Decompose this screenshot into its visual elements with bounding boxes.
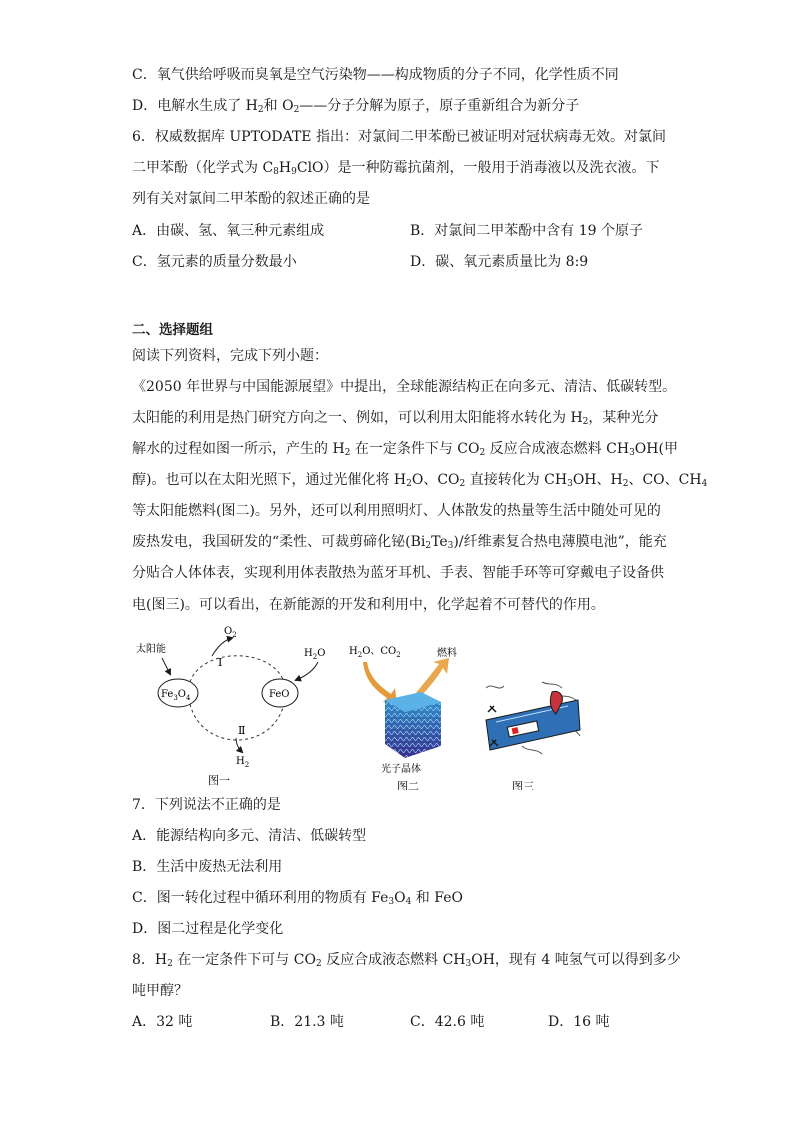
feo-label: FeO [269,689,290,700]
reading-p6 [132,532,667,552]
text-seg: )/纤维素复合热电薄膜电池”，能充 [453,534,667,550]
fe3o4-label: $Fe_3O_4$ [161,689,191,702]
subscript: 3 [567,479,573,489]
text-seg: O、CO [411,472,460,488]
figure-1-caption: 图一 [208,774,230,787]
reading-p4 [132,470,707,490]
text-seg: 在一定条件下可与 CO [172,952,316,968]
reading-p2 [132,408,658,428]
q7-option-a[interactable]: A．能源结构向多元、清洁、低碳转型 [132,828,367,844]
text-seg: Te [431,534,448,550]
text-seg: 解水的过程如图一所示，产生的 H [132,441,345,457]
text-seg: OH、H [572,472,623,488]
lower-dashed-arc [190,704,284,740]
q7-option-b[interactable]: B．生活中废热无法利用 [132,859,283,875]
q8-stem-line-2: 吨甲醇？ [132,983,188,999]
text-seg: 反应合成液态燃料 CH [485,441,630,457]
heat-wave [542,682,562,688]
subscript: 3 [388,897,395,907]
section-heading: 二、选择题组 [132,322,213,338]
h2-label: $H_2$ [236,756,250,769]
subscript: 2 [167,959,173,969]
text-seg: 直接转化为 CH [465,472,568,488]
reading-p8: 电(图三)。可以看出，在新能源的开发和利用中，化学起着不可替代的作用。 [132,597,605,613]
subscript: 9 [291,167,297,177]
text-seg: OH，现有 4 吨氢气可以得到多少 [471,952,681,968]
subscript: 2 [582,417,589,427]
text-seg: 醇)。也可以在太阳光照下，通过光催化将 H [132,472,407,488]
subscript: 2 [257,105,264,115]
q6-stem-line-2 [132,158,660,178]
subscript: 2 [315,959,322,969]
sun-arrow [162,658,170,674]
reading-p1: 《2050 年世界与中国能源展望》中提出，全球能源结构正在向多元、清洁、低碳转型。 [132,379,677,395]
subscript: 3 [465,959,472,969]
photonic-crystal-label: 光子晶体 [381,764,421,775]
subscript: 2 [479,448,486,458]
q6-option-d[interactable]: D．碳、氧元素质量比为 8:9 [410,254,589,270]
q6-stem-line-1: 6．权威数据库 UPTODATE 指出：对氯间二甲苯酚已被证明对冠状病毒无效。对氯间 [132,129,666,145]
upper-dashed-arc [190,656,284,682]
text-seg: OH(甲 [634,441,678,457]
text-seg: 和 O [263,98,294,114]
o2-label: $O_2$ [224,626,237,639]
subscript: 3 [447,541,454,551]
heat-wave [522,746,542,754]
reading-intro: 阅读下列资料，完成下列小题： [132,348,328,364]
q7-option-d[interactable]: D．图二过程是化学变化 [132,921,284,937]
q7-stem: 7．下列说法不正确的是 [132,797,281,813]
subscript: 4 [405,897,412,907]
q6-option-c[interactable]: C．氢元素的质量分数最小 [132,254,297,270]
subscript: 3 [629,448,635,458]
h2o-label: $H_2O$ [304,648,326,661]
subscript: 2 [293,105,300,115]
reading-p3 [132,439,678,459]
output-arrow [415,658,449,698]
text-seg: 8．H [132,952,168,968]
subscript: 2 [459,479,466,489]
text-seg: 废热发电，我国研发的“柔性、可裁剪碲化铋(Bi [132,534,426,550]
q8-option-a[interactable]: A．32 吨 [132,1014,193,1030]
h2o-in-arrow [296,662,318,680]
figure-3-wearable-device [482,680,582,790]
subscript: 2 [406,479,412,489]
input-arrow [363,662,397,704]
q8-option-d[interactable]: D．16 吨 [548,1014,610,1030]
o2-out-arrow [212,638,232,656]
text-seg: 太阳能的利用是热门研究方向之一、例如，可以利用太阳能将水转化为 H [132,410,583,426]
text-seg: O [394,890,406,906]
text-seg: 和 FeO [411,890,463,906]
text-seg: ——分子分解为原子，原子重新组合为新分子 [299,98,580,114]
figure-3-caption: 图三 [512,780,534,790]
reading-p5: 等太阳能燃料(图二)。另外，还可以利用照明灯、人体散发的热量等生活中随处可见的 [132,503,661,519]
subscript: 2 [344,448,351,458]
figure-2-photonic-crystal [345,640,465,790]
fuel-label: 燃料 [437,648,457,659]
q6-option-a[interactable]: A．由碳、氢、氧三种元素组成 [132,223,325,239]
step-1-label: Ⅰ [218,656,223,669]
text-seg: D．电解水生成了 H [132,98,258,114]
subscript: 2 [622,479,629,489]
q7-option-c[interactable] [132,888,463,908]
q8-option-b[interactable]: B．21.3 吨 [270,1014,344,1030]
subscript: 2 [425,541,432,551]
figure-1-cycle-diagram [132,622,332,790]
inputs-label: $H_2O$、$CO_2$ [349,646,401,659]
text-seg: ClO）是一种防霉抗菌剂，一般用于消毒液以及洗衣液。下 [296,160,660,176]
q8-option-c[interactable]: C．42.6 吨 [410,1014,485,1030]
text-seg: 在一定条件下与 CO [350,441,480,457]
q5-option-d[interactable] [132,96,579,116]
text-seg: 二甲苯酚（化学式为 C [132,160,274,176]
text-seg: C．图一转化过程中循环利用的物质有 Fe [132,890,389,906]
q6-stem-line-3: 列有关对氯间二甲苯酚的叙述正确的是 [132,191,370,207]
figure-2-caption: 图二 [397,780,419,790]
q6-option-b[interactable]: B．对氯间二甲苯酚中含有 19 个原子 [410,223,644,239]
reading-p7: 分贴合人体体表，实现利用体表散热为蓝牙耳机、手表、智能手环等可穿戴电子设备供 [132,565,664,581]
text-seg: ，某种光分 [588,410,659,426]
text-seg: 反应合成液态燃料 CH [321,952,466,968]
q8-stem-line-1 [132,950,681,970]
text-seg: H [278,160,292,176]
q5-option-c[interactable]: C．氧气供给呼吸而臭氧是空气污染物——构成物质的分子不同，化学性质不同 [132,67,619,83]
heat-wave [486,686,504,688]
chip-indicator [512,727,519,734]
subscript: 8 [273,167,279,177]
spark-mark [488,706,496,712]
step-2-label: Ⅱ [238,724,246,737]
sun-label: 太阳能 [136,644,166,655]
subscript: 4 [701,479,708,489]
text-seg: 、CO、CH [628,472,702,488]
